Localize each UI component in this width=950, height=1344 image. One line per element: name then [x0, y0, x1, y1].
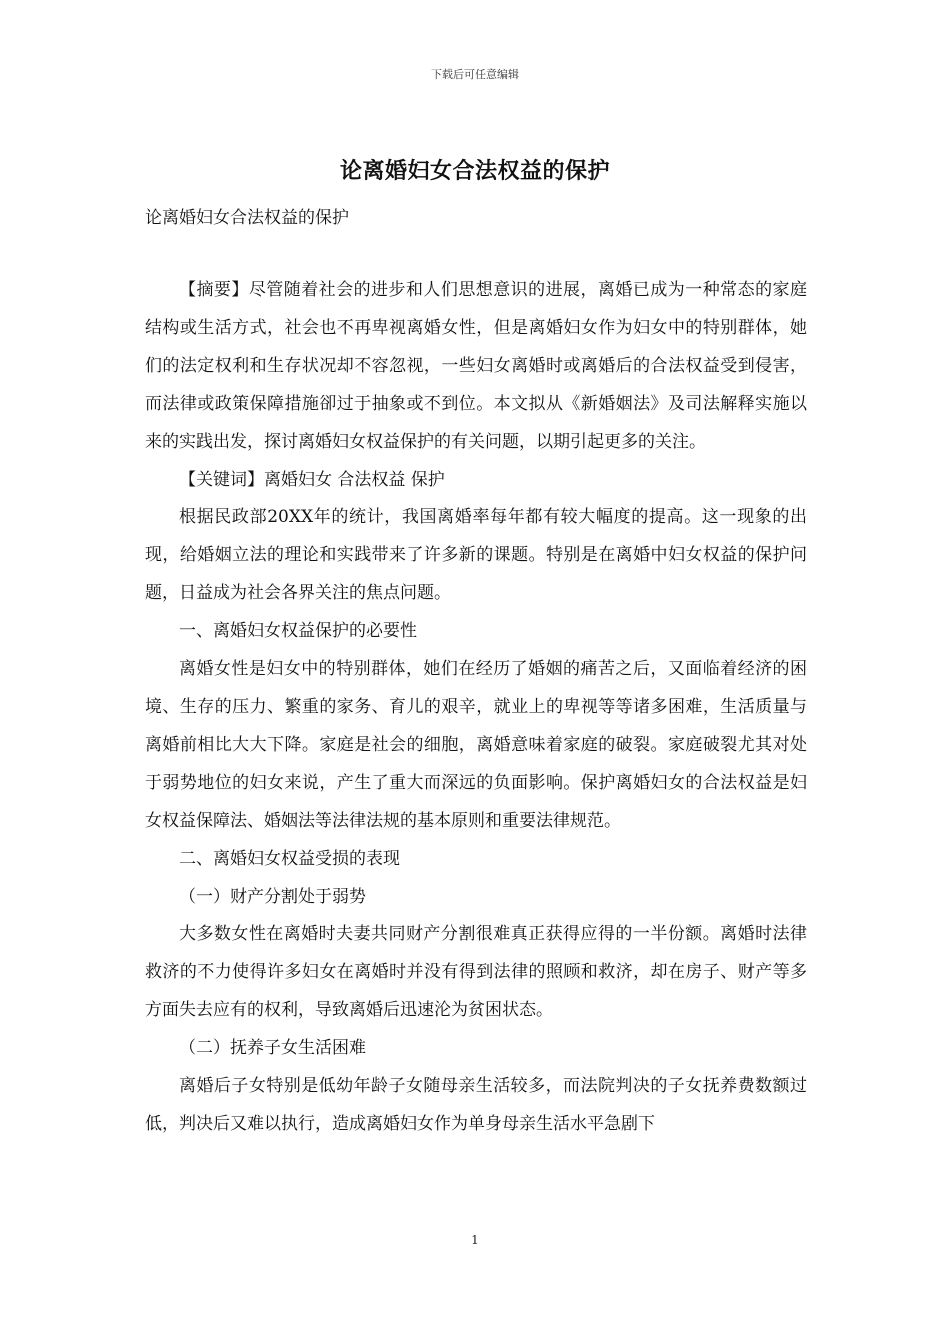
section-heading-1: 一、离婚妇女权益保护的必要性 — [179, 621, 417, 642]
document-subtitle: 论离婚妇女合法权益的保护 — [145, 208, 349, 228]
header-note: 下载后可任意编辑 — [431, 68, 519, 81]
document-title: 论离婚妇女合法权益的保护 — [339, 158, 610, 184]
subsection-heading-2: （二）抚养子女生活困难 — [179, 1038, 366, 1059]
body-paragraph: 离婚女性是妇女中的特别群体，她们在经历了婚姻的痛苦之后，又面临着经济的困境、生存的压力、繁重的家务、育儿的艰辛，就业上的卑视等等诸多困难，生活质量与离婚前相比大大下降。家庭是社会的细胞，离婚意味着家庭的破裂。家庭破裂尤其对处于弱势地位的妇女来说，产生了重大而深远的负面影响。保护离婚妇女的合法权益是妇女权益保障法、婚姻法等法律法规的基本原则和重要法律规范。 — [145, 659, 807, 831]
keywords-paragraph: 【关键词】离婚妇女 合法权益 保护 — [179, 469, 445, 490]
intro-paragraph: 根据民政部20XX年的统计，我国离婚率每年都有较大幅度的提高。这一现象的出现，给婚姻立法的理论和实践带来了许多新的课题。特别是在离婚中妇女权益的保护问题，日益成为社会各界关注的焦点问题。 — [145, 507, 807, 604]
section-heading-2: 二、离婚妇女权益受损的表现 — [179, 848, 400, 869]
body-paragraph: 大多数女性在离婚时夫妻共同财产分割很难真正获得应得的一半份额。离婚时法律救济的不力使得许多妇女在离婚时并没有得到法律的照顾和救济，却在房子、财产等多方面失去应有的权利，导致离婚后迅速沦为贫困状态。 — [145, 924, 807, 1021]
subsection-heading-1: （一）财产分割处于弱势 — [179, 886, 366, 907]
body-paragraph: 离婚后子女特别是低幼年龄子女随母亲生活较多，而法院判决的子女抚养费数额过低，判决后又难以执行，造成离婚妇女作为单身母亲生活水平急剧下 — [145, 1076, 807, 1134]
abstract-paragraph: 【摘要】尽管随着社会的进步和人们思想意识的进展，离婚已成为一种常态的家庭结构或生活方式，社会也不再卑视离婚女性，但是离婚妇女作为妇女中的特别群体，她们的法定权利和生存状况却不容忽视，一些妇女离婚时或离婚后的合法权益受到侵害，而法律或政策保障措施卻过于抽象或不到位。本文拟从《新婚姻法》及司法解释实施以来的实践出发，探讨离婚妇女权益保护的有关问题，以期引起更多的关注。 — [145, 280, 807, 452]
document-body — [145, 272, 807, 1144]
page-number: 1 — [471, 1233, 479, 1247]
